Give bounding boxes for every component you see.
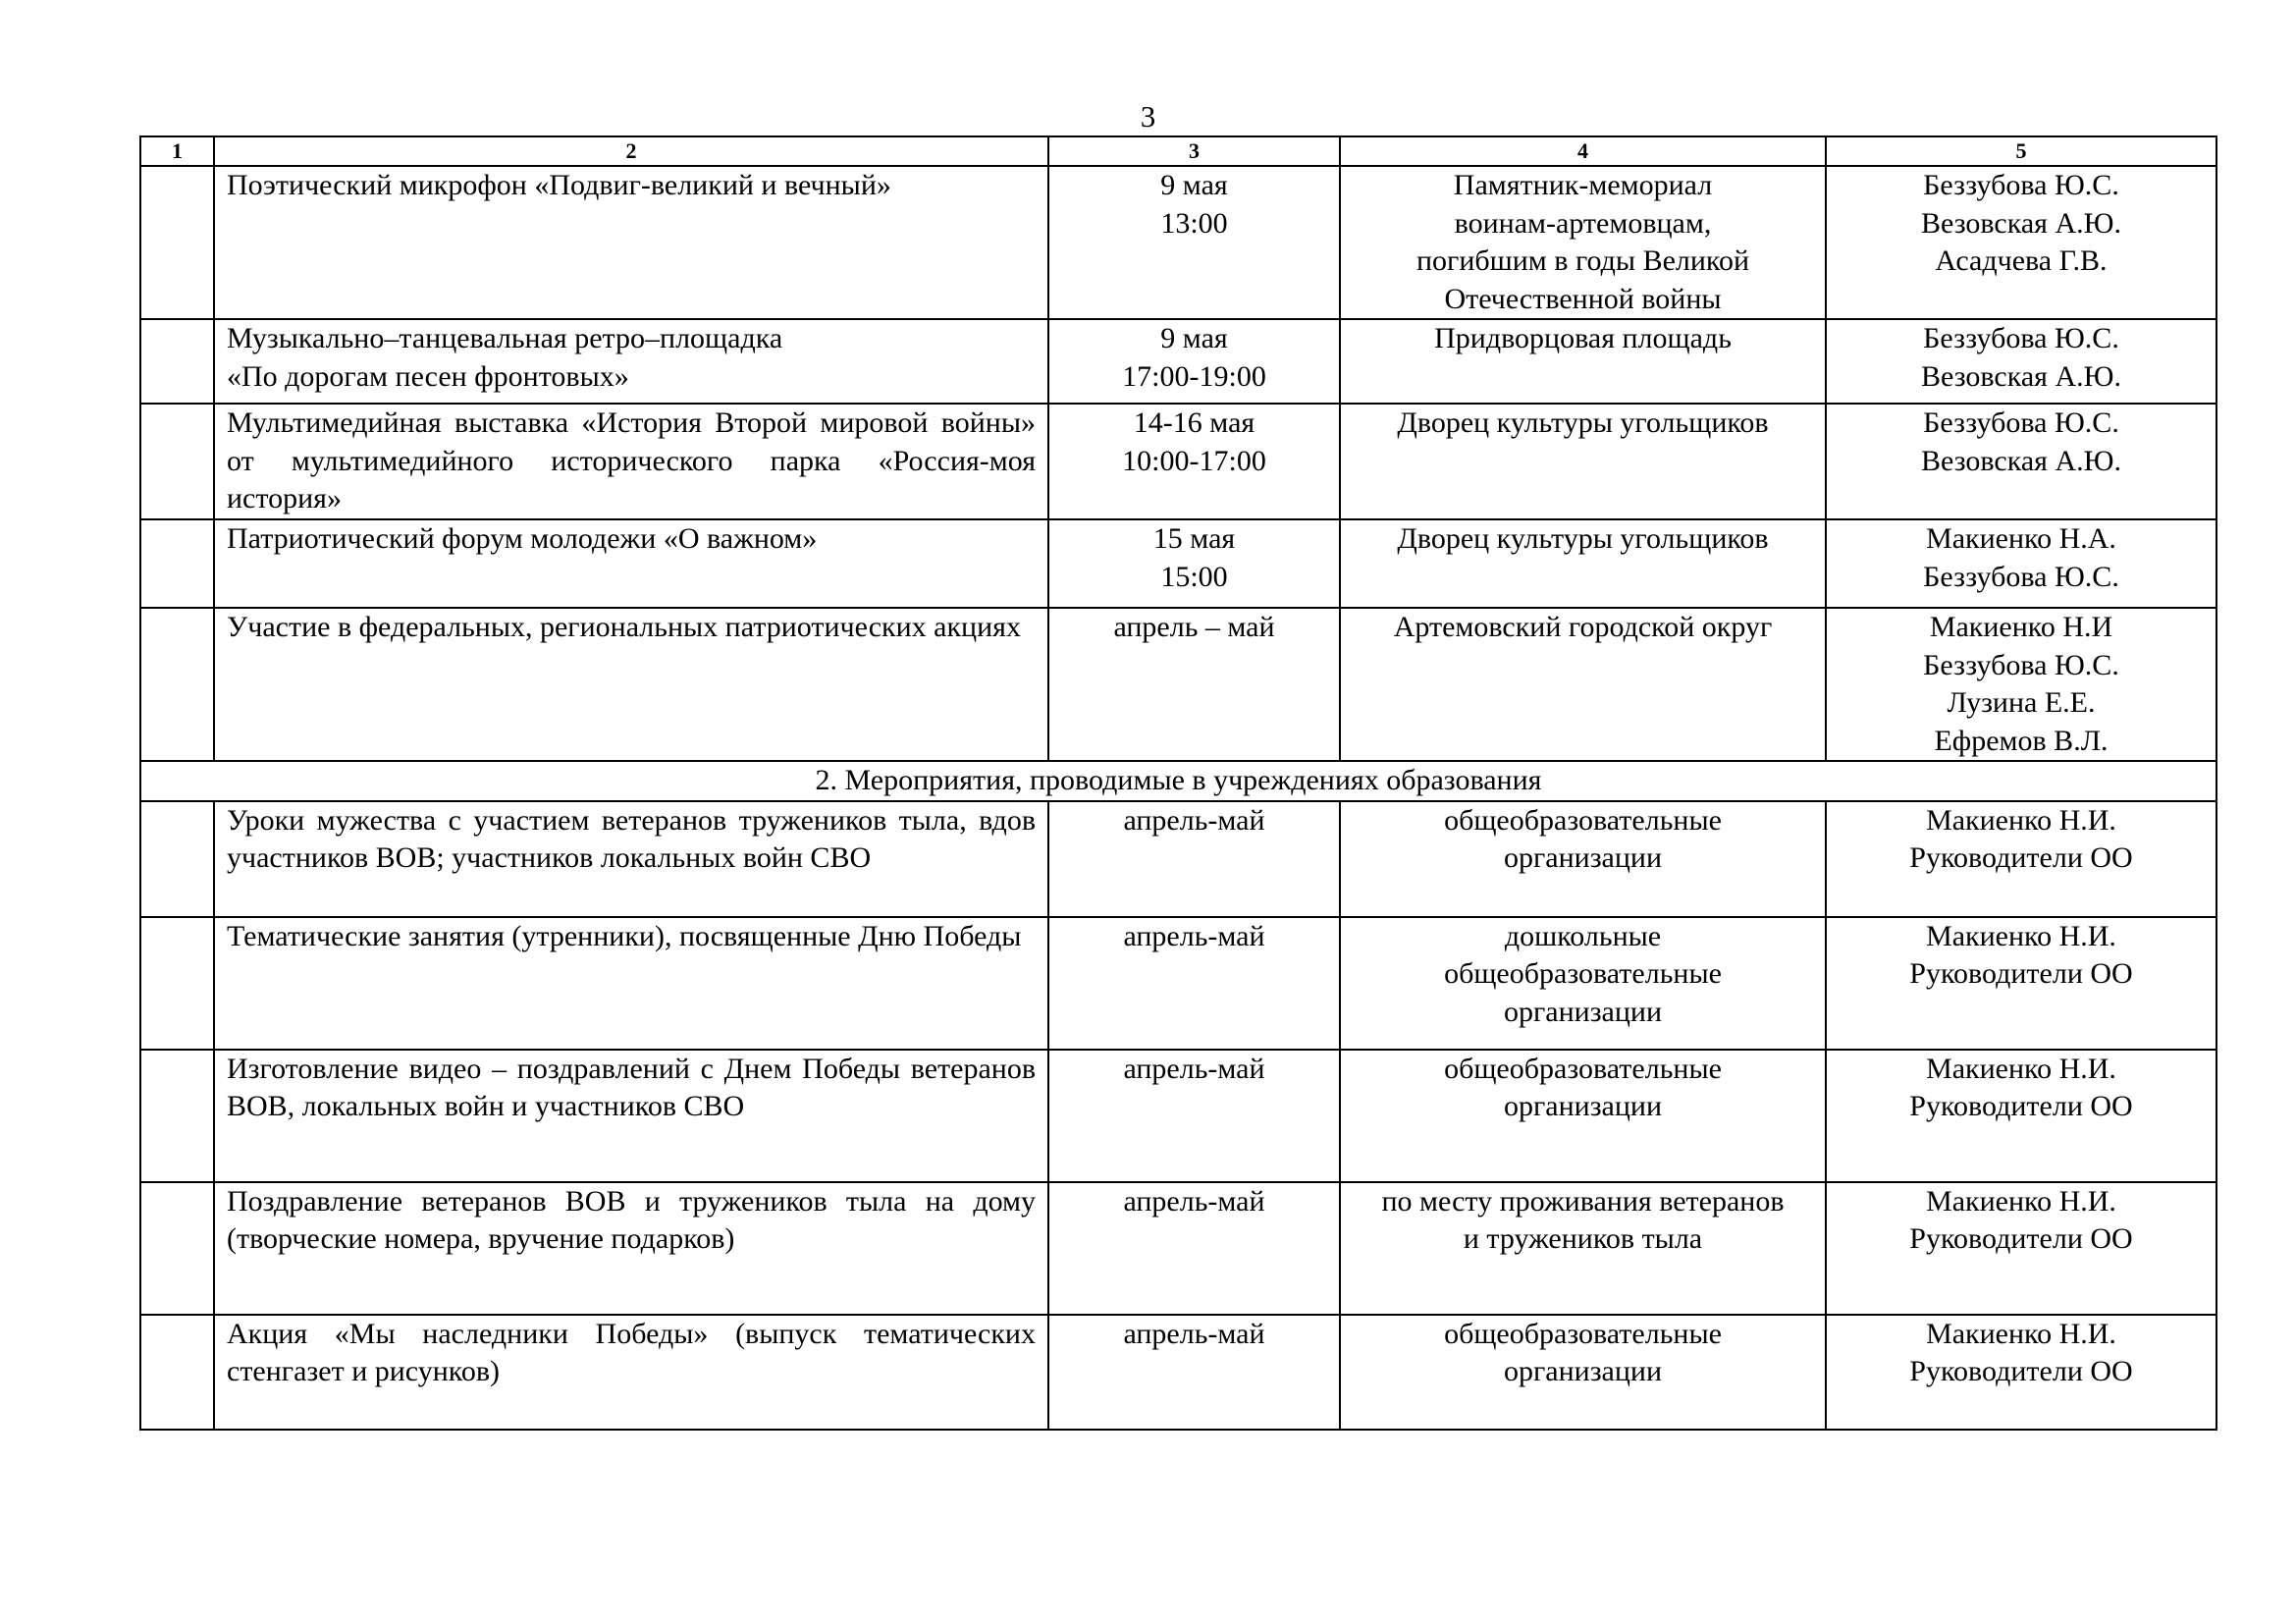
- event-name-line: Музыкально–танцевальная ретро–площадка: [227, 322, 783, 354]
- event-name-cell: [214, 404, 1048, 519]
- event-place-line: погибшим в годы Великой: [1415, 244, 1750, 277]
- event-time: 17:00-19:00: [1122, 359, 1266, 393]
- row-number-cell: [140, 319, 214, 404]
- event-date: апрель-май: [1123, 1052, 1265, 1085]
- responsible-person: Макиенко Н.И.: [1926, 1184, 2116, 1218]
- row-number-cell: [140, 917, 214, 1050]
- event-date: 9 мая: [1160, 169, 1228, 201]
- row-number-cell: [140, 1182, 214, 1315]
- event-place-line: воинам-артемовцам,: [1454, 206, 1712, 240]
- table-row: [140, 519, 2216, 608]
- responsible-person: Везовская А.Ю.: [1921, 359, 2121, 393]
- event-place-line: организации: [1503, 995, 1663, 1028]
- event-place-line: дошкольные: [1504, 919, 1662, 952]
- table-row: [140, 917, 2216, 1050]
- event-place-line: общеобразовательные: [1444, 957, 1722, 990]
- event-date: 9 мая: [1160, 322, 1228, 354]
- event-place-cell: [1340, 166, 1826, 319]
- responsible-cell: [1826, 1182, 2216, 1315]
- responsible-person: Лузина Е.Е.: [1947, 686, 2096, 719]
- table-row: [140, 1050, 2216, 1182]
- event-name-line: «По дорогам песен фронтовых»: [227, 359, 629, 393]
- event-place-cell: [1340, 1050, 1826, 1182]
- event-name-cell: [214, 608, 1048, 761]
- event-name: Изготовление видео – поздравлений с Днем Победы ветеранов ВОВ, локальных войн и участников СВО: [227, 1052, 1036, 1122]
- responsible-person: Беззубова Ю.С.: [1923, 406, 2119, 439]
- event-date: 14-16 мая: [1133, 406, 1255, 439]
- event-name: Поэтический микрофон «Подвиг-великий и вечный»: [227, 169, 891, 201]
- event-place-cell: [1340, 404, 1826, 519]
- responsible-person: Руководители ОО: [1909, 1222, 2133, 1255]
- responsible-person: Везовская А.Ю.: [1921, 206, 2121, 240]
- event-place-cell: [1340, 801, 1826, 917]
- responsible-cell: [1826, 1315, 2216, 1430]
- event-place-line: организации: [1503, 1090, 1663, 1122]
- table-row: [140, 1315, 2216, 1430]
- responsible-person: Макиенко Н.А.: [1926, 522, 2116, 555]
- event-name-cell: [214, 1050, 1048, 1182]
- event-time: 13:00: [1160, 206, 1228, 240]
- event-date-cell: [1048, 1182, 1340, 1315]
- event-date-cell: [1048, 319, 1340, 404]
- column-number-row: [140, 136, 2216, 166]
- event-date: апрель-май: [1123, 803, 1265, 837]
- table-row: [140, 801, 2216, 917]
- table-row: [140, 319, 2216, 404]
- row-number-cell: [140, 519, 214, 608]
- responsible-person: Макиенко Н.И.: [1926, 803, 2116, 837]
- responsible-person: Беззубова Ю.С.: [1923, 322, 2119, 354]
- event-date-cell: [1048, 801, 1340, 917]
- event-date: 15 мая: [1152, 522, 1236, 555]
- event-name: Участие в федеральных, региональных патриотических акциях: [227, 611, 1021, 643]
- event-date-cell: [1048, 404, 1340, 519]
- event-place-cell: [1340, 917, 1826, 1050]
- event-name-cell: [214, 1315, 1048, 1430]
- responsible-cell: [1826, 519, 2216, 608]
- responsible-person: Везовская А.Ю.: [1921, 444, 2121, 477]
- responsible-person: Асадчева Г.В.: [1935, 244, 2108, 277]
- event-place-line: по месту проживания ветеранов: [1381, 1184, 1785, 1218]
- event-place-cell: [1340, 519, 1826, 608]
- event-name-cell: [214, 1182, 1048, 1315]
- event-place-cell: [1340, 1182, 1826, 1315]
- event-name-cell: [214, 917, 1048, 1050]
- section-title: 2. Мероприятия, проводимые в учреждениях образования: [140, 761, 2216, 801]
- responsible-person: Руководители ОО: [1909, 957, 2133, 990]
- responsible-person: Руководители ОО: [1909, 841, 2133, 874]
- row-number-cell: [140, 1050, 214, 1182]
- responsible-cell: [1826, 404, 2216, 519]
- responsible-person: Макиенко Н.И.: [1926, 919, 2116, 952]
- event-name: Поздравление ветеранов ВОВ и тружеников тыла на дому (творческие номера, вручение подарков): [227, 1184, 1036, 1255]
- event-date-cell: [1048, 608, 1340, 761]
- event-place-line: общеобразовательные: [1444, 1317, 1722, 1350]
- event-name: Уроки мужества с участием ветеранов тружеников тыла, вдов участников ВОВ; участников локальных войн СВО: [227, 803, 1036, 874]
- event-place-line: Памятник-мемориал: [1453, 169, 1713, 201]
- responsible-person: Руководители ОО: [1909, 1355, 2133, 1387]
- event-date: апрель-май: [1123, 1184, 1265, 1218]
- event-date: апрель – май: [1113, 611, 1275, 643]
- event-place-line: Дворец культуры угольщиков: [1397, 522, 1769, 555]
- responsible-person: Беззубова Ю.С.: [1923, 560, 2119, 593]
- event-date: апрель-май: [1123, 919, 1265, 952]
- responsible-cell: [1826, 608, 2216, 761]
- responsible-cell: [1826, 917, 2216, 1050]
- event-place-line: общеобразовательные: [1444, 803, 1722, 837]
- event-time: 15:00: [1160, 560, 1228, 593]
- event-place-line: организации: [1503, 841, 1663, 874]
- column-number: 4: [1340, 136, 1826, 166]
- table-row: [140, 404, 2216, 519]
- responsible-person: Беззубова Ю.С.: [1923, 648, 2119, 681]
- event-place-line: Артемовский городской округ: [1393, 611, 1773, 643]
- event-name-cell: [214, 166, 1048, 319]
- table-row: [140, 1182, 2216, 1315]
- event-place-cell: [1340, 608, 1826, 761]
- event-name: Тематические занятия (утренники), посвященные Дню Победы: [227, 919, 1022, 952]
- responsible-person: Макиенко Н.И: [1929, 611, 2113, 643]
- event-name-cell: [214, 519, 1048, 608]
- responsible-cell: [1826, 166, 2216, 319]
- event-place-line: Придворцовая площадь: [1434, 322, 1732, 354]
- event-place-line: организации: [1503, 1355, 1663, 1387]
- responsible-cell: [1826, 801, 2216, 917]
- event-time: 10:00-17:00: [1122, 444, 1266, 477]
- event-place-cell: [1340, 319, 1826, 404]
- responsible-person: Руководители ОО: [1909, 1090, 2133, 1122]
- event-name: Мультимедийная выставка «История Второй мировой войны» от мультимедийного исторического парка «Россия-моя история»: [227, 406, 1036, 514]
- events-table: [139, 135, 2217, 1431]
- event-date: апрель-май: [1123, 1317, 1265, 1350]
- row-number-cell: [140, 608, 214, 761]
- responsible-person: Беззубова Ю.С.: [1923, 169, 2119, 201]
- event-place-line: общеобразовательные: [1444, 1052, 1722, 1085]
- event-place-line: Отечественной войны: [1444, 282, 1722, 315]
- responsible-cell: [1826, 319, 2216, 404]
- column-number: 1: [140, 136, 214, 166]
- responsible-cell: [1826, 1050, 2216, 1182]
- column-number: 3: [1048, 136, 1340, 166]
- event-date-cell: [1048, 917, 1340, 1050]
- event-name-cell: [214, 801, 1048, 917]
- column-number: 5: [1826, 136, 2216, 166]
- event-place-line: и тружеников тыла: [1463, 1222, 1703, 1255]
- row-number-cell: [140, 801, 214, 917]
- responsible-person: Макиенко Н.И.: [1926, 1052, 2116, 1085]
- section-heading-row: [140, 761, 2216, 801]
- row-number-cell: [140, 404, 214, 519]
- event-date-cell: [1048, 1315, 1340, 1430]
- event-name-cell: [214, 319, 1048, 404]
- event-date-cell: [1048, 519, 1340, 608]
- event-date-cell: [1048, 1050, 1340, 1182]
- event-date-cell: [1048, 166, 1340, 319]
- table-row: [140, 608, 2216, 761]
- responsible-person: Ефремов В.Л.: [1934, 724, 2109, 757]
- row-number-cell: [140, 1315, 214, 1430]
- event-place-line: Дворец культуры угольщиков: [1397, 406, 1769, 439]
- row-number-cell: [140, 166, 214, 319]
- page-number: 3: [1140, 99, 1156, 134]
- event-place-cell: [1340, 1315, 1826, 1430]
- event-name: Патриотический форум молодежи «О важном»: [227, 522, 818, 555]
- table-row: [140, 166, 2216, 319]
- column-number: 2: [214, 136, 1048, 166]
- responsible-person: Макиенко Н.И.: [1926, 1317, 2116, 1350]
- event-name: Акция «Мы наследники Победы» (выпуск тематических стенгазет и рисунков): [227, 1317, 1036, 1387]
